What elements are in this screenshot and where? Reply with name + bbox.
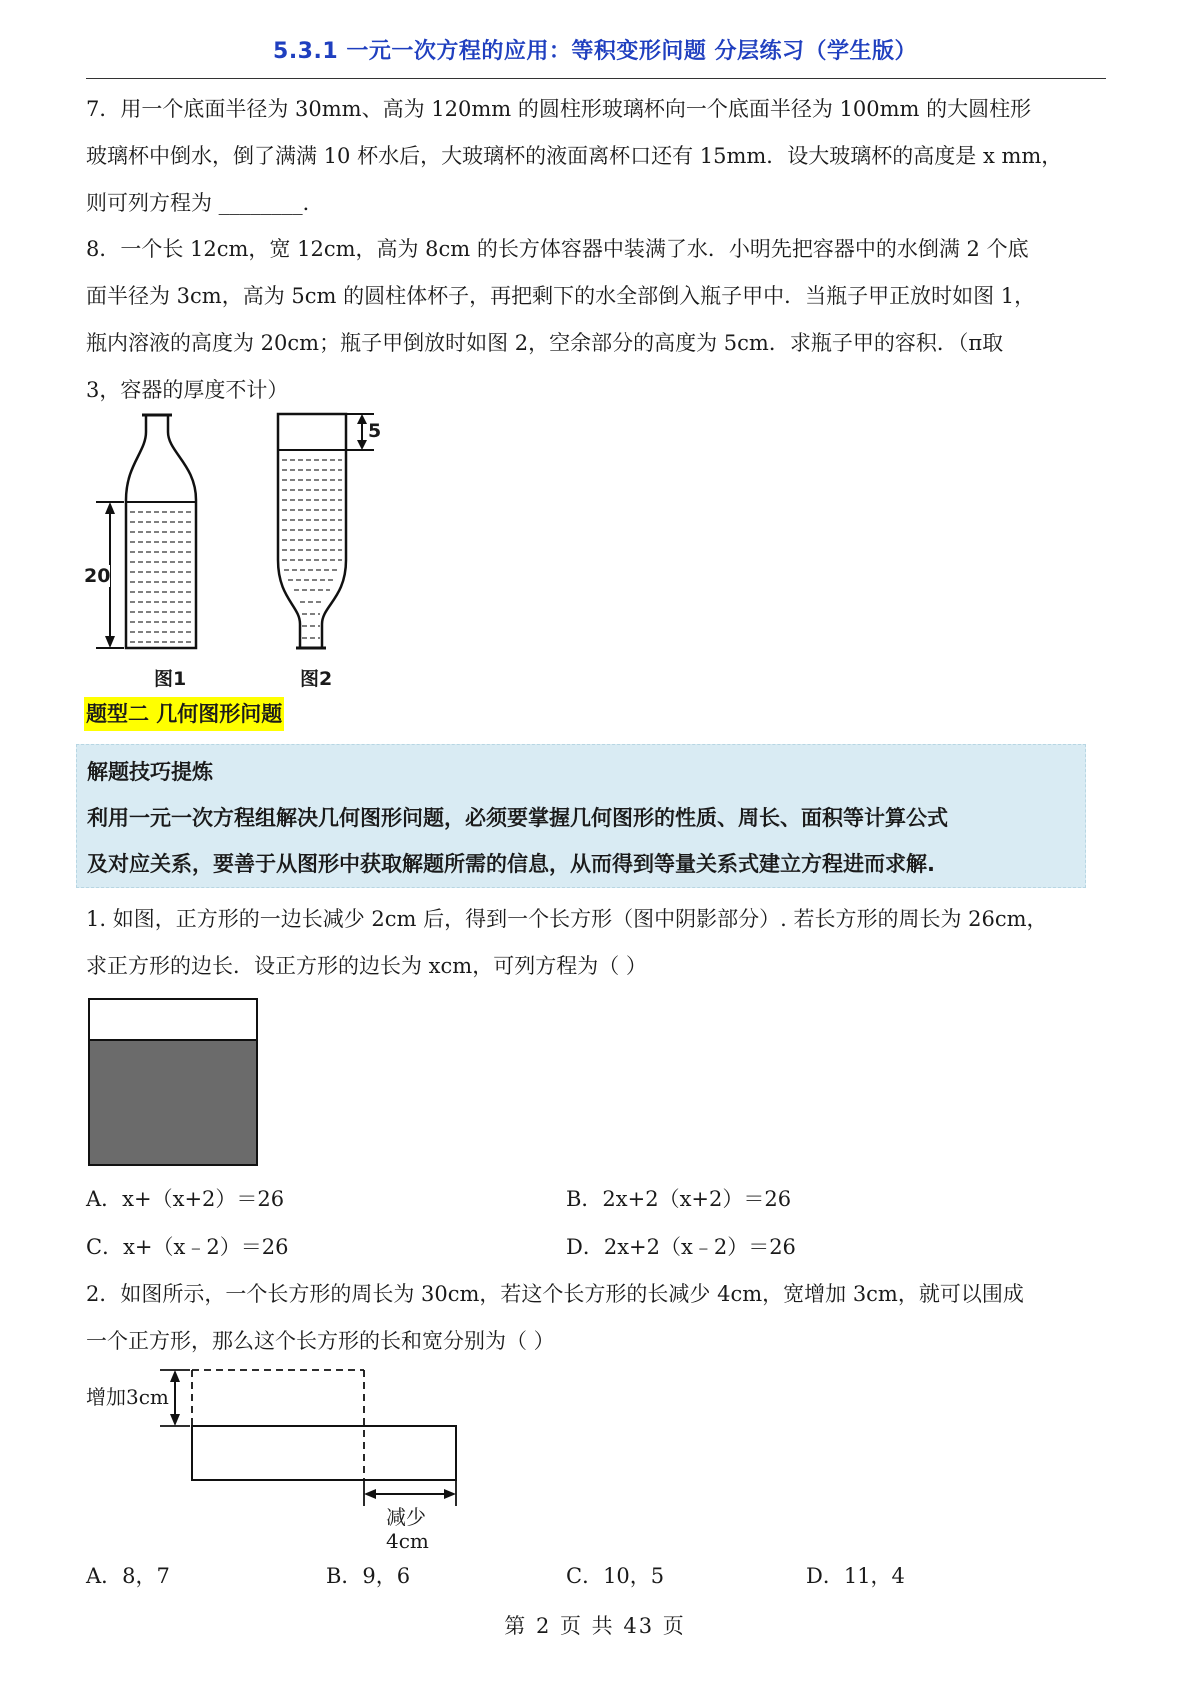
bottle-upright-figure	[80, 410, 210, 650]
figure-1-caption: 图1	[154, 668, 187, 690]
height-label: 20	[84, 565, 111, 587]
problem-1	[86, 896, 1106, 990]
gap-label: 5	[368, 420, 382, 442]
problem-2-line: 2．如图所示，一个长方形的周长为 30cm，若这个长方形的长减少 4cm，宽增加 3cm，就可以围成	[86, 1282, 1024, 1306]
question-8-line: 3，容器的厚度不计）	[86, 378, 289, 402]
question-7-line: 7．用一个底面半径为 30mm、高为 120mm 的圆柱形玻璃杯向一个底面半径为 100mm 的大圆柱形	[86, 97, 1032, 121]
increase-label: 增加3cm	[86, 1385, 169, 1409]
tips-box	[76, 744, 1086, 888]
tips-line: 及对应关系，要善于从图形中获取解题所需的信息，从而得到等量关系式建立方程进而求解.	[87, 852, 935, 876]
question-7-line: 则可列方程为 ________．	[86, 191, 324, 215]
problem-2-line: 一个正方形，那么这个长方形的长和宽分别为（ ）	[86, 1329, 555, 1353]
problem-1-line: 1. 如图，正方形的一边长减少 2cm 后，得到一个长方形（图中阴影部分）. 若长方形的周长为 26cm，	[86, 907, 1048, 931]
option-d[interactable]: D．11，4	[806, 1564, 905, 1588]
option-a[interactable]: A．8，7	[86, 1564, 170, 1588]
header-divider	[86, 78, 1106, 79]
page-title: 5.3.1 一元一次方程的应用：等积变形问题 分层练习（学生版）	[273, 39, 917, 64]
question-7-line: 玻璃杯中倒水，倒了满满 10 杯水后，大玻璃杯的液面离杯口还有 15mm．设大玻璃杯的高度是 x mm，	[86, 144, 1063, 168]
page-number: 第 2 页 共 43 页	[504, 1614, 686, 1638]
question-7	[86, 86, 1106, 227]
tips-line: 利用一元一次方程组解决几何图形问题，必须要掌握几何图形的性质、周长、面积等计算公式	[87, 806, 948, 830]
problem-2	[86, 1271, 1106, 1365]
option-c[interactable]: C．10，5	[566, 1564, 665, 1588]
bottle-inverted-figure	[270, 410, 400, 650]
question-8-line: 8．一个长 12cm，宽 12cm，高为 8cm 的长方体容器中装满了水．小明先把容器中的水倒满 2 个底	[86, 237, 1029, 261]
square-figure	[88, 998, 260, 1168]
question-8	[86, 226, 1106, 414]
rectangle-figure	[160, 1366, 470, 1516]
question-8-line: 面半径为 3cm，高为 5cm 的圆柱体杯子，再把剩下的水全部倒入瓶子甲中．当瓶子甲正放时如图 1，	[86, 284, 1036, 308]
option-c[interactable]: C．x+（x﹣2）＝26	[86, 1235, 289, 1259]
tips-title: 解题技巧提炼	[87, 760, 213, 784]
figure-2-caption: 图2	[300, 668, 333, 690]
decrease-amount-label: 4cm	[386, 1529, 429, 1553]
question-8-line: 瓶内溶液的高度为 20cm；瓶子甲倒放时如图 2，空余部分的高度为 5cm．求瓶子甲的容积．（π取	[86, 331, 1004, 355]
option-b[interactable]: B．2x+2（x+2）＝26	[566, 1187, 792, 1211]
option-b[interactable]: B．9，6	[326, 1564, 411, 1588]
decrease-label: 减少	[386, 1505, 426, 1529]
section-heading: 题型二 几何图形问题	[84, 697, 284, 731]
problem-1-line: 求正方形的边长．设正方形的边长为 xcm，可列方程为（ ）	[86, 954, 647, 978]
option-a[interactable]: A．x+（x+2）＝26	[86, 1187, 285, 1211]
option-d[interactable]: D．2x+2（x﹣2）＝26	[566, 1235, 796, 1259]
